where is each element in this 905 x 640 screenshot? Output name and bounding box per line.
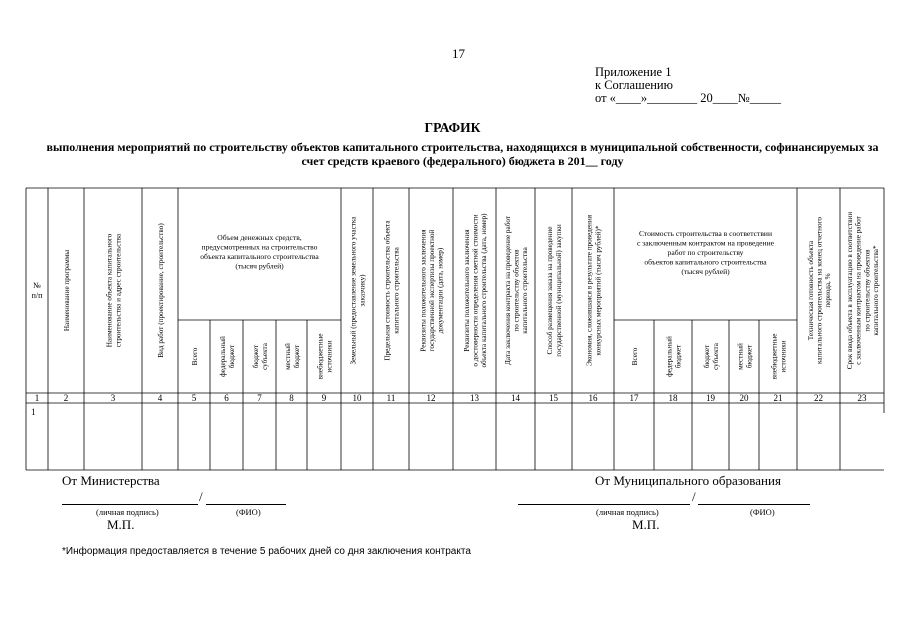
column-number-23: 23 [857, 393, 867, 403]
column-number-22: 22 [814, 393, 823, 403]
header-col-7: субъекта [260, 343, 269, 370]
header-col-13: объекта капитального строительства (дата, номер) [480, 213, 489, 368]
appendix-line-1: Приложение 1 [595, 65, 672, 79]
table-row-number: 1 [31, 407, 36, 417]
column-number-18: 18 [668, 393, 678, 403]
header-col-12: документации (дата, номер) [436, 247, 445, 334]
column-number-8: 8 [289, 393, 294, 403]
header-col-23: по строительству объектов [863, 249, 872, 332]
left-fio-caption: (ФИО) [236, 507, 261, 517]
column-number-16: 16 [588, 393, 598, 403]
right-signature-line [518, 504, 690, 505]
header-col-8: местный [284, 343, 293, 370]
header-col-5: Всего [191, 347, 199, 366]
column-number-20: 20 [739, 393, 749, 403]
appendix-line-2: к Соглашению [595, 78, 673, 92]
group2-header: работ по строительству [667, 248, 744, 257]
header-col-1: № [33, 281, 41, 290]
right-fio-caption: (ФИО) [750, 507, 775, 517]
header-col-15: государственной (муниципальной) закупки [554, 224, 563, 357]
column-number-5: 5 [191, 393, 197, 403]
right-stamp-place: М.П. [632, 517, 660, 532]
header-col-9: источники [325, 340, 334, 373]
group1-header: Объем денежных средств, [217, 233, 302, 242]
column-number-15: 15 [549, 393, 558, 403]
page-number: 17 [452, 46, 465, 61]
header-col-18: бюджет [674, 344, 683, 369]
header-col-21: внебюджетные [770, 333, 779, 380]
header-col-19: бюджет [703, 344, 712, 369]
document-title: ГРАФИК [424, 120, 481, 135]
header-col-13: о достоверности определения сметной стоимости [471, 214, 480, 367]
group2-header: с заключенным контрактом на проведение [636, 238, 775, 248]
header-col-11: Предельная стоимость строительства объекта [383, 220, 392, 361]
header-col-12: государственной экспертизы проектной [428, 229, 436, 352]
header-col-17: Всего [631, 347, 639, 366]
left-signature-line [62, 504, 198, 505]
group1-header: предусмотренных на строительство [201, 242, 318, 252]
header-col-9: внебюджетные [316, 333, 325, 380]
header-col-19: субъекта [711, 343, 720, 370]
group2-header: Стоимость строительства в соответствии [638, 229, 773, 238]
left-fio-line [206, 504, 286, 505]
footnote: *Информация предоставляется в течение 5 рабочих дней со дня заключения контракта [62, 546, 471, 557]
column-number-12: 12 [426, 393, 436, 403]
header-col-3: строительства и адрес строительства [114, 233, 123, 348]
column-number-13: 13 [470, 393, 479, 403]
column-number-1: 1 [34, 393, 40, 403]
column-number-19: 19 [706, 393, 715, 403]
column-number-3: 3 [110, 393, 116, 403]
left-stamp-place: М.П. [107, 517, 135, 532]
header-col-6: федеральный [219, 336, 228, 377]
group2-header: объектов капитального строительства [644, 257, 767, 267]
group1-header: объекта капитального строительства [200, 252, 319, 261]
column-number-14: 14 [511, 393, 520, 403]
header-col-14: Дата заключения контракта на проведение работ [503, 215, 512, 366]
header-col-11: капитального строительства [392, 247, 401, 334]
header-col-14: капитального строительства [521, 247, 530, 334]
header-col-22: периода, % [824, 273, 833, 308]
header-col-4: Вид работ (проектирование, строительство) [157, 223, 165, 358]
header-col-10: заказчику) [358, 274, 367, 307]
header-col-6: бюджет [227, 344, 236, 369]
header-col-22: капитального строительства на конец отчетного [815, 216, 824, 365]
left-personal-signature-caption: (личная подпись) [96, 507, 159, 517]
header-col-20: бюджет [745, 344, 754, 369]
header-col-8: бюджет [292, 344, 301, 369]
right-slash: / [692, 489, 696, 504]
header-col-16: Экономия, сложившаяся в результате проведения [585, 214, 594, 367]
header-col-22: Техническая готовность объекта [806, 240, 815, 341]
column-number-17: 17 [629, 393, 639, 403]
header-col-13: Реквизиты положительного заключения [462, 229, 471, 352]
document-subtitle: выполнения мероприятий по строительству объектов капитального строительства, находящихся в муниципальной собственности, софинансируемых за счет средств краевого (федерального) бюджета в 201__ году [46, 140, 879, 168]
column-number-9: 9 [321, 393, 327, 403]
header-col-23: капитального строительства* [871, 245, 880, 336]
column-number-2: 2 [63, 393, 69, 403]
header-col-23: с заключенным контрактом на проведение работ [854, 216, 863, 365]
left-slash: / [199, 489, 203, 504]
right-signatory-org: От Муниципального образования [595, 473, 781, 488]
header-col-15: Способ размещения заказа на проведение [546, 226, 555, 355]
group2-header: (тысяч рублей) [681, 267, 730, 276]
header-col-1: п/п [31, 291, 43, 300]
right-personal-signature-caption: (личная подпись) [596, 507, 659, 517]
left-signatory-org: От Министерства [62, 473, 160, 488]
column-number-10: 10 [352, 393, 362, 403]
right-fio-line [698, 504, 810, 505]
appendix-line-3: от «____»________ 20____№_____ [595, 91, 781, 105]
header-col-2: Наименование программы [63, 249, 71, 332]
header-col-10: Земельный (предоставление земельного участка [349, 216, 358, 365]
header-col-3: Наименование объекта капитального [105, 233, 114, 348]
header-col-20: местный [736, 343, 745, 370]
header-col-12: Реквизиты положительного заключения [419, 229, 428, 352]
header-col-23: Срок ввода объекта в эксплуатацию в соответствии [846, 211, 855, 370]
table-text [31, 212, 880, 417]
header-col-7: бюджет [252, 344, 261, 369]
column-number-4: 4 [157, 393, 163, 403]
group1-header: (тысяч рублей) [235, 261, 284, 271]
column-number-6: 6 [224, 393, 229, 403]
column-number-7: 7 [257, 393, 262, 403]
header-col-14: по строительству объектов [512, 249, 521, 332]
header-col-18: федеральный [665, 336, 674, 377]
column-number-11: 11 [386, 393, 396, 403]
header-col-16: конкурсных мероприятий (тысяч рублей)* [594, 225, 603, 356]
header-col-21: источники [779, 340, 788, 373]
column-number-21: 21 [773, 393, 783, 403]
